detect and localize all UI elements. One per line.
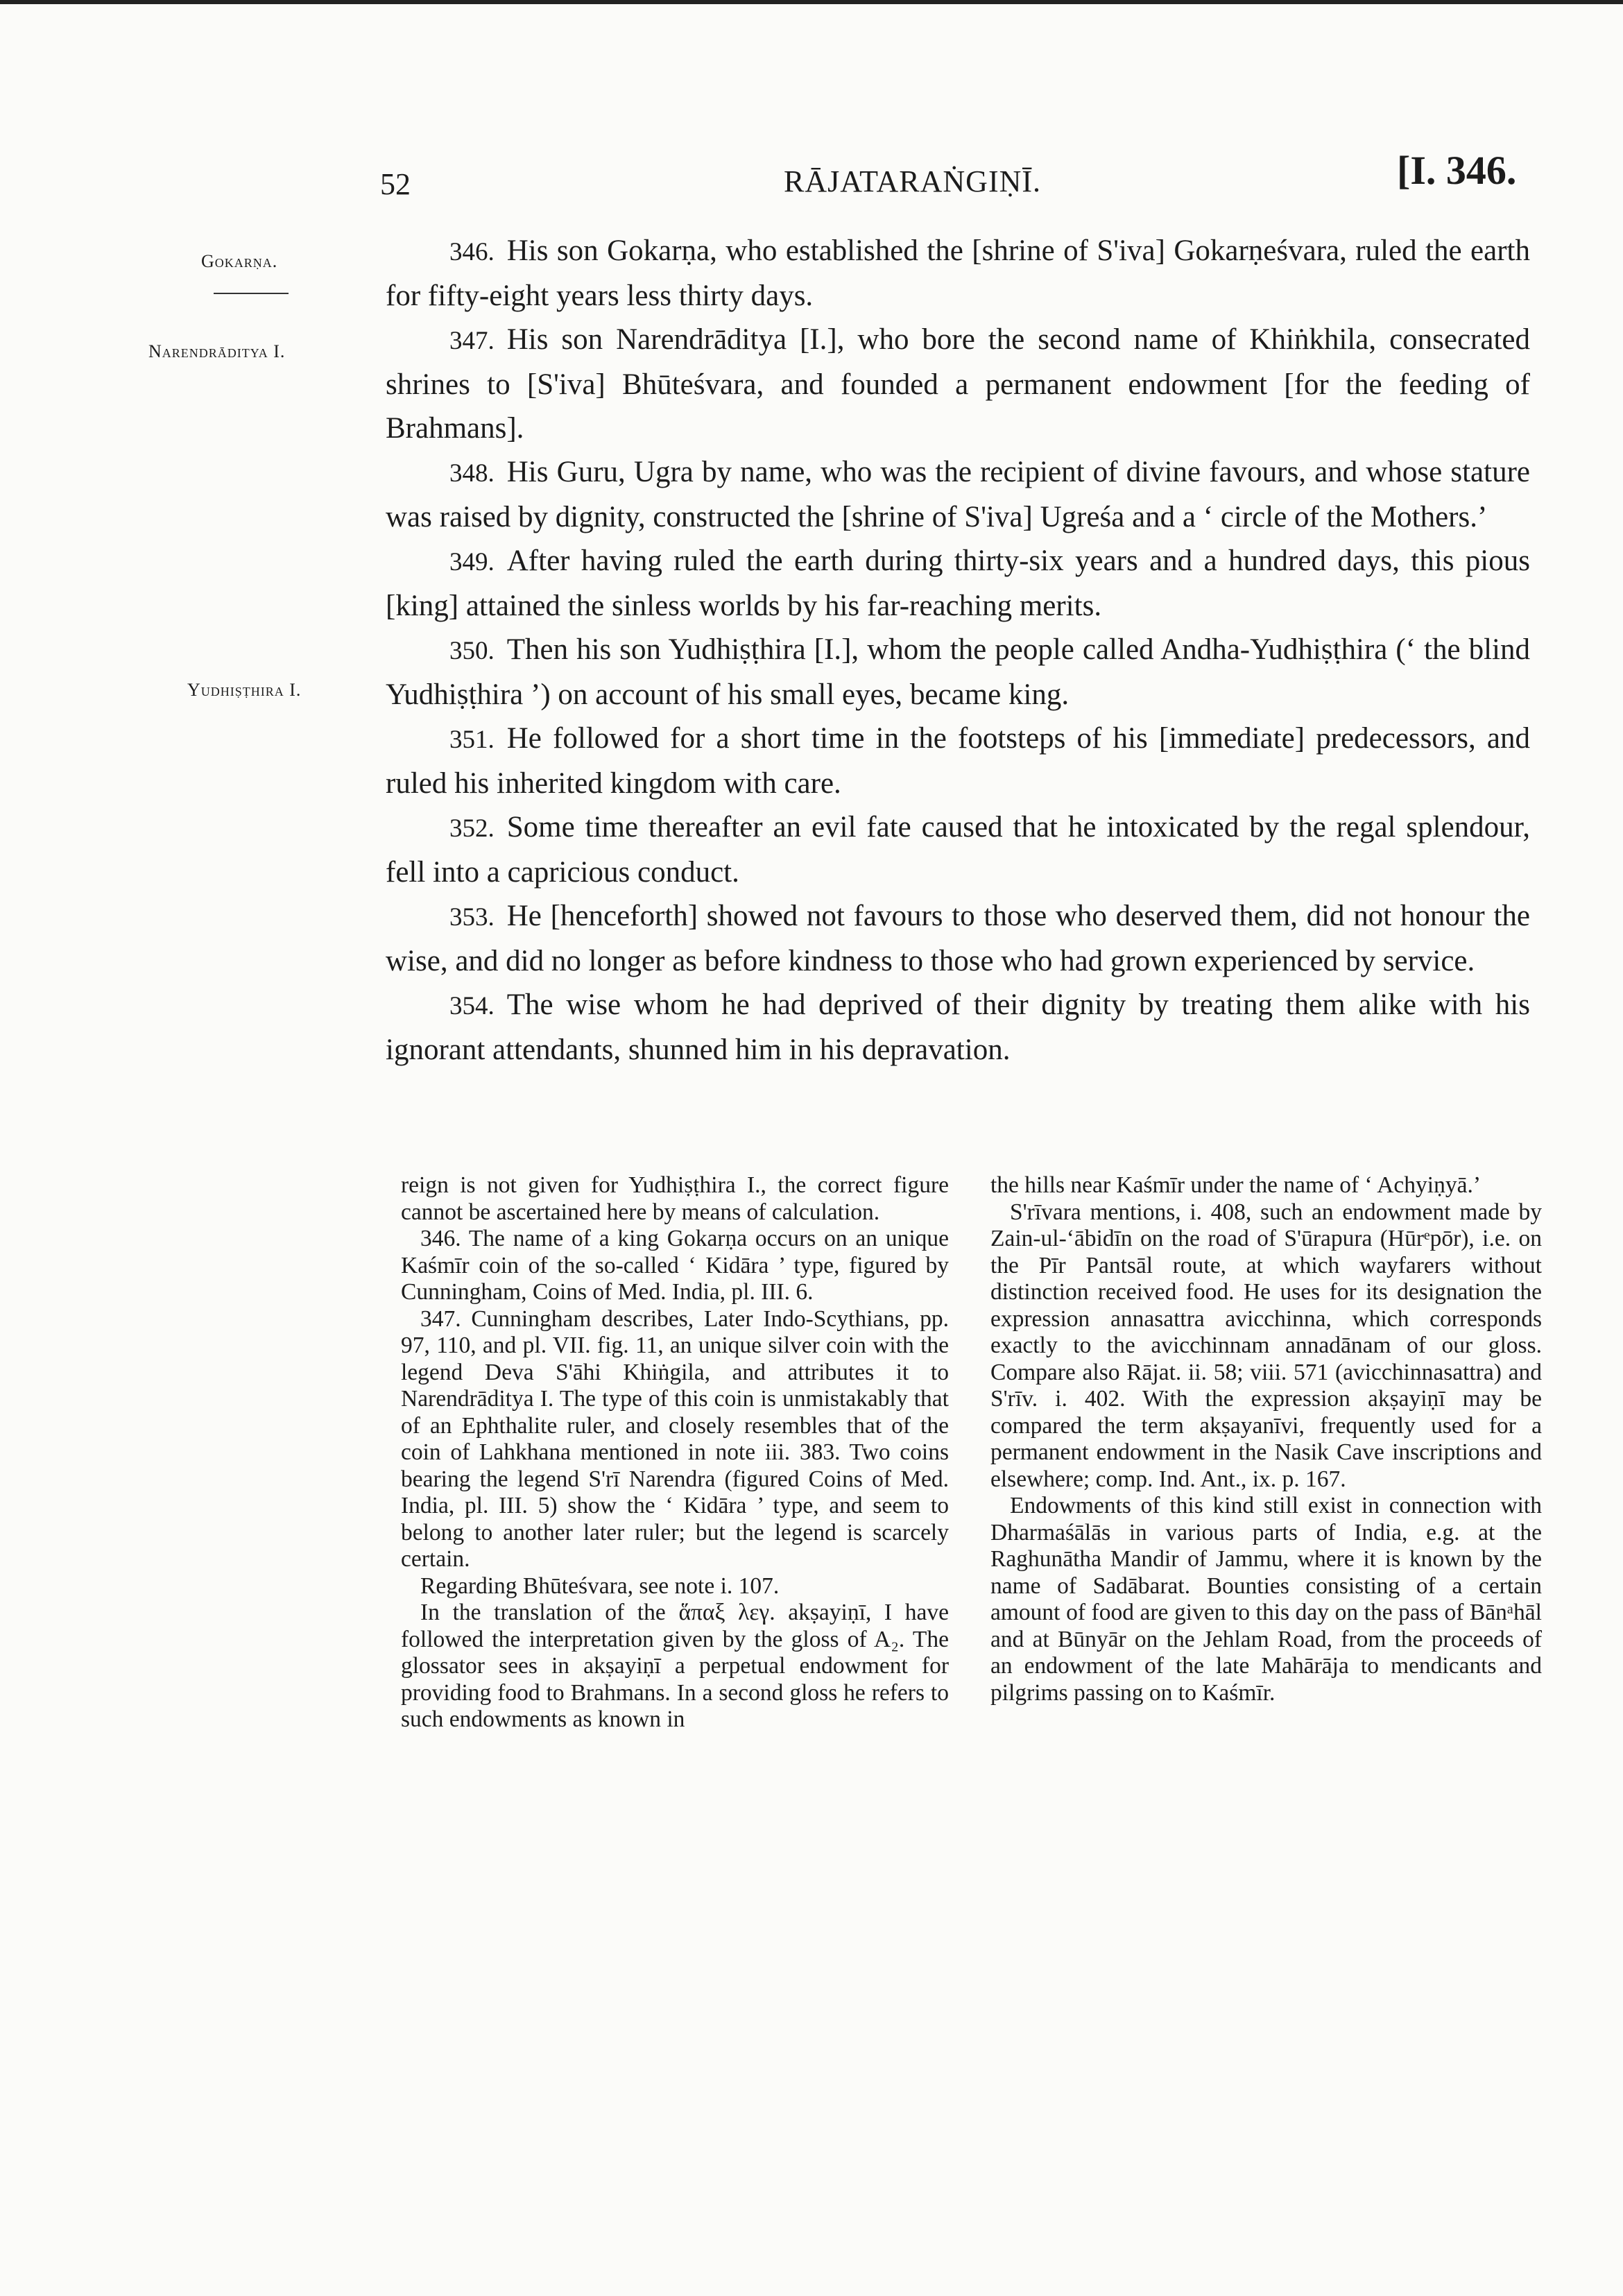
running-title: RĀJATARAṄGIṆĪ. — [784, 164, 1042, 198]
verse-body: After having ruled the earth during thirty-six years and a hundred days, this pious [king] attained the sinless worlds by his far-reaching merits. — [386, 545, 1530, 622]
verse-number: 351. — [449, 726, 495, 754]
verse — [386, 539, 1530, 628]
verse — [386, 805, 1530, 894]
verse-body: He [henceforth] showed not favours to those who deserved them, did not honour the wise, and did no longer as before kindness to those who had grown experienced by service. — [386, 900, 1530, 977]
verse-number: 353. — [449, 903, 495, 932]
verse-number: 350. — [449, 637, 495, 665]
footnotes-right-column — [990, 1172, 1542, 1706]
footnote-paragraph: Endowments of this kind still exist in connection with Dharmaśālās in various parts of India, e.g. at the Raghunātha Mandir of Jammu, where it is known by the name of Sadābarat. Bounties consisting of a certain amount of food are given to this day on the pass of Bānᵃhāl and at Būnyār on the Jehlam Road, from the proceeds of an endowment of the late Mahārāja to mendicants and pilgrims passing on to Kaśmīr. — [990, 1493, 1542, 1706]
verse-body: He followed for a short time in the footsteps of his [immediate] predecessors, and ruled his inherited kingdom with care. — [386, 722, 1530, 800]
footnote-paragraph: In the translation of the ἅπαξ λεγ. akṣayiṇī, I have followed the interpretation given by the gloss of A₂. The glossator sees in akṣayiṇī a perpetual endowment for providing food to Brahmans. In a second gloss he refers to such endowments as known in — [401, 1600, 949, 1732]
sidenote-yudhisthira: Yudhiṣṭhira I. — [187, 680, 302, 700]
verse-number: 352. — [449, 814, 495, 843]
verse-number: 347. — [449, 327, 495, 355]
verse-body: Some time thereafter an evil fate caused that he intoxicated by the regal splendour, fell into a capricious conduct. — [386, 811, 1530, 889]
verse-body: The wise whom he had deprived of their dignity by treating them alike with his ignorant attendants, shunned him in his depravation. — [386, 988, 1530, 1066]
sidenote-narendraditya: Narendrāditya I. — [148, 341, 286, 361]
verse-number: 354. — [449, 992, 495, 1020]
footnote-paragraph: the hills near Kaśmīr under the name of ‘ Achyiṇyā.’ — [990, 1172, 1482, 1198]
footnote-paragraph: 346. The name of a king Gokarṇa occurs on an unique Kaśmīr coin of the so-called ‘ Kidāra ’ type, figured by Cunningham, Coins of Med. India, pl. III. 6. — [401, 1226, 949, 1305]
footnote-paragraph: 347. Cunningham describes, Later Indo-Scythians, pp. 97, 110, and pl. VII. fig. 11, an unique silver coin with the legend Deva S'āhi Khiṅgila, and attributes it to Narendrāditya I. The type of this coin is unmistakably that of an Ephthalite ruler, and closely resembles that of the coin of Lahkhana mentioned in note iii. 383. Two coins bearing the legend S'rī Narendra (figured Coins of Med. India, pl. III. 5) show the ‘ Kidāra ’ type, and seem to belong to another later ruler; but the legend is scarcely certain. — [401, 1305, 949, 1572]
sidenote-gokarna: Gokarṇa. — [201, 251, 278, 271]
footnote-paragraph: Regarding Bhūteśvara, see note i. 107. — [420, 1573, 780, 1599]
verse — [386, 628, 1530, 717]
verse-body: Then his son Yudhiṣṭhira [I.], whom the people called Andha-Yudhiṣṭhira (‘ the blind Yudhiṣṭhira ’) on account of his small eyes, became king. — [386, 633, 1530, 711]
footnotes-left-column — [401, 1172, 949, 1733]
top-border — [0, 0, 1623, 4]
sidenote-divider — [214, 293, 289, 294]
section-reference: [I. 346. — [1397, 148, 1517, 193]
verse — [386, 318, 1530, 450]
verse-number: 346. — [449, 238, 495, 266]
verse-body: His Guru, Ugra by name, who was the recipient of divine favours, and whose stature was raised by dignity, constructed the [shrine of S'iva] Ugreśa and a ‘ circle of the Mothers.’ — [386, 456, 1530, 533]
verse-text — [386, 229, 1530, 1072]
verse-number: 348. — [449, 459, 495, 488]
page-number: 52 — [380, 167, 411, 201]
footnote-paragraph: reign is not given for Yudhiṣṭhira I., the correct figure cannot be ascertained here by means of calculation. — [401, 1172, 949, 1225]
verse-number: 349. — [449, 548, 495, 576]
verse — [386, 450, 1530, 539]
verse — [386, 894, 1530, 983]
verse-body: His son Narendrāditya [I.], who bore the second name of Khiṅkhila, consecrated shrines to [S'iva] Bhūteśvara, and founded a permanent endowment [for the feeding of Brahmans]. — [386, 323, 1530, 445]
verse — [386, 717, 1530, 805]
footnote-paragraph: S'rīvara mentions, i. 408, such an endowment made by Zain-ul-‘ābidīn on the road of S'ūrapura (Hūrᵉpōr), i.e. on the Pīr Pantsāl route, at which wayfarers without distinction received food. He uses for its designation the expression annasattra avicchinna, which corresponds exactly to the avicchinnam annadānam of our gloss. Compare also Rājat. ii. 58; viii. 571 (avicchinnasattra) and S'rīv. i. 402. With the expression akṣayiṇī may be compared the term akṣayanīvi, frequently used for a permanent endowment in the Nasik Cave inscriptions and elsewhere; comp. Ind. Ant., ix. p. 167. — [990, 1199, 1542, 1492]
verse — [386, 983, 1530, 1072]
verse — [386, 229, 1530, 318]
verse-body: His son Gokarṇa, who established the [shrine of S'iva] Gokarṇeśvara, ruled the earth for fifty-eight years less thirty days. — [386, 234, 1530, 312]
